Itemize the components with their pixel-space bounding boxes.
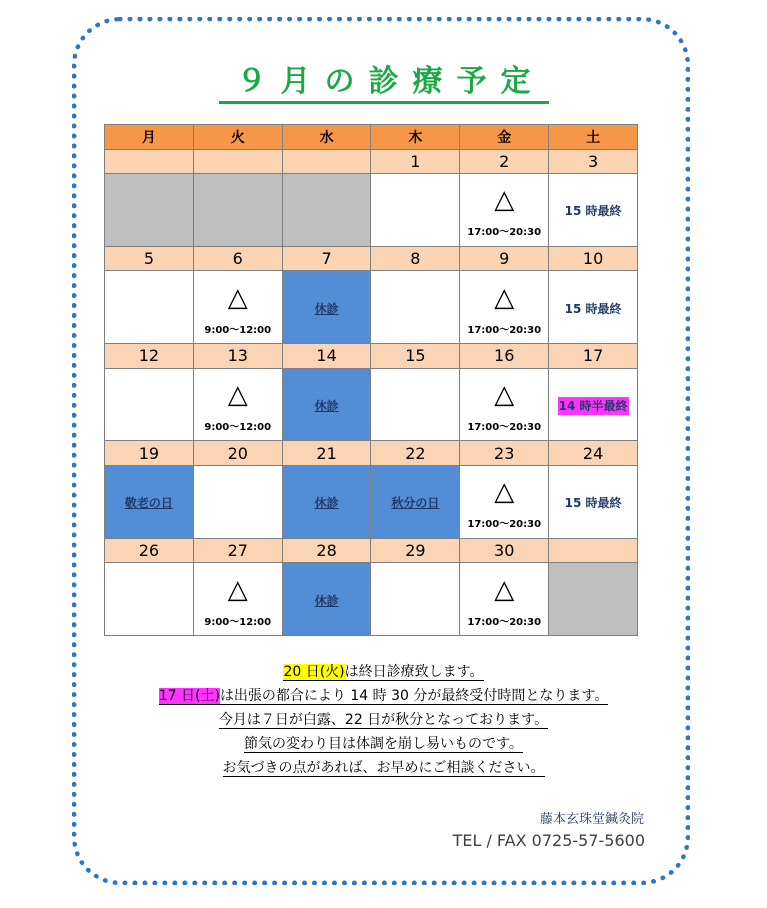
partial-cell (460, 465, 549, 538)
partial-cell (460, 368, 549, 441)
weekday-sat: 土 (549, 125, 638, 150)
triangle-icon: △ (494, 574, 515, 605)
triangle-icon: △ (227, 282, 248, 313)
page-title: ９月の診療予定 (0, 56, 767, 100)
last-reception-text: 15 時最終 (564, 496, 622, 511)
unavailable-cell (193, 174, 282, 247)
open-cell (371, 563, 460, 636)
closed-label: 休診 (314, 301, 339, 316)
hours-text: 17:00～20:30 (467, 519, 542, 531)
closed-label: 敬老の日 (124, 496, 173, 511)
closed-label: 休診 (314, 496, 339, 511)
schedule-row (105, 368, 638, 441)
date-cell (549, 538, 638, 563)
date-cell: 20 (193, 441, 282, 466)
date-row (105, 538, 638, 563)
closed-cell (105, 465, 194, 538)
date-cell: 1 (371, 149, 460, 174)
date-cell (105, 149, 194, 174)
date-cell: 24 (549, 441, 638, 466)
unavailable-cell (282, 174, 371, 247)
open-cell (371, 271, 460, 344)
triangle-icon: △ (227, 380, 248, 410)
last-reception-cell (549, 465, 638, 538)
last-reception-cell (549, 174, 638, 247)
note-line-3: 今月は７日が白露、22 日が秋分となっております。 (218, 712, 549, 728)
date-cell: 15 (371, 344, 460, 369)
date-cell (282, 149, 371, 174)
hours-text: 17:00～20:30 (467, 227, 542, 239)
open-cell (105, 368, 194, 441)
date-cell: 29 (371, 538, 460, 563)
triangle-icon: △ (494, 185, 515, 216)
closed-label: 休診 (314, 399, 339, 413)
last-reception-text: 15 時最終 (564, 204, 622, 219)
date-row (105, 149, 638, 174)
hours-text: 17:00～20:30 (467, 324, 542, 336)
note-2-text: は出張の都合により 14 時 30 分が最終受付時間となります。 (219, 688, 609, 704)
date-cell: 22 (371, 441, 460, 466)
triangle-icon: △ (494, 477, 515, 508)
last-reception-cell (549, 368, 638, 441)
date-row (105, 441, 638, 466)
date-cell: 12 (105, 344, 194, 369)
date-cell: 17 (549, 344, 638, 369)
partial-cell (193, 271, 282, 344)
date-cell: 6 (193, 246, 282, 271)
note-line-5: お気づきの点があれば、お早めにご相談ください。 (222, 760, 545, 776)
last-reception-cell (549, 271, 638, 344)
hours-text: 9:00～12:00 (204, 324, 272, 336)
date-row (105, 246, 638, 271)
date-cell: 7 (282, 246, 371, 271)
date-cell: 27 (193, 538, 282, 563)
schedule-row (105, 465, 638, 538)
partial-cell (460, 563, 549, 636)
notes-section (0, 660, 767, 780)
last-reception-highlight: 14 時半最終 (558, 399, 628, 413)
date-cell: 2 (460, 149, 549, 174)
open-cell (105, 271, 194, 344)
weekday-tue: 火 (193, 125, 282, 150)
date-cell: 23 (460, 441, 549, 466)
date-cell: 30 (460, 538, 549, 563)
closed-cell (371, 465, 460, 538)
note-line-2 (0, 684, 767, 708)
tel-fax: TEL / FAX 0725-57-5600 (452, 831, 645, 850)
schedule-row (105, 271, 638, 344)
closed-cell (282, 368, 371, 441)
last-reception-text: 15 時最終 (564, 301, 622, 316)
schedule-row (105, 174, 638, 247)
date-cell (193, 149, 282, 174)
hours-text: 9:00～12:00 (204, 422, 272, 433)
hours-text: 9:00～12:00 (204, 616, 272, 628)
open-cell (371, 174, 460, 247)
date-cell: 3 (549, 149, 638, 174)
note-2-highlight: 17 日(土) (158, 688, 220, 704)
partial-cell (193, 368, 282, 441)
partial-cell (460, 174, 549, 247)
date-cell: 5 (105, 246, 194, 271)
open-cell (371, 368, 460, 441)
closed-cell (282, 465, 371, 538)
triangle-icon: △ (494, 380, 515, 410)
date-cell: 8 (371, 246, 460, 271)
closed-cell (282, 271, 371, 344)
closed-label: 休診 (314, 593, 339, 608)
open-cell (193, 465, 282, 538)
date-cell: 28 (282, 538, 371, 563)
weekday-thu: 木 (371, 125, 460, 150)
closed-cell (282, 563, 371, 636)
date-cell: 14 (282, 344, 371, 369)
weekday-wed: 水 (282, 125, 371, 150)
date-cell: 13 (193, 344, 282, 369)
weekday-fri: 金 (460, 125, 549, 150)
schedule-row (105, 563, 638, 636)
open-cell (105, 563, 194, 636)
hours-text: 17:00～20:30 (467, 616, 542, 628)
date-cell: 26 (105, 538, 194, 563)
note-1-text: は終日診療致します。 (344, 664, 484, 680)
date-cell: 21 (282, 441, 371, 466)
note-line-4: 節気の変わり目は体調を崩し易いものです。 (244, 736, 523, 752)
triangle-icon: △ (227, 574, 248, 605)
note-line-1 (0, 660, 767, 684)
partial-cell (460, 271, 549, 344)
date-row (105, 344, 638, 369)
date-cell: 9 (460, 246, 549, 271)
note-1-highlight: 20 日(火) (283, 664, 345, 680)
date-cell: 16 (460, 344, 549, 369)
date-cell: 19 (105, 441, 194, 466)
triangle-icon: △ (494, 282, 515, 313)
date-cell: 10 (549, 246, 638, 271)
partial-cell (193, 563, 282, 636)
weekday-mon: 月 (105, 125, 194, 150)
schedule-calendar (104, 124, 638, 636)
weekday-header-row (105, 125, 638, 150)
clinic-name: 藤本玄珠堂鍼灸院 (539, 812, 644, 827)
unavailable-cell (105, 174, 194, 247)
hours-text: 17:00～20:30 (467, 422, 542, 433)
unavailable-cell (549, 563, 638, 636)
closed-label: 秋分の日 (391, 496, 440, 511)
